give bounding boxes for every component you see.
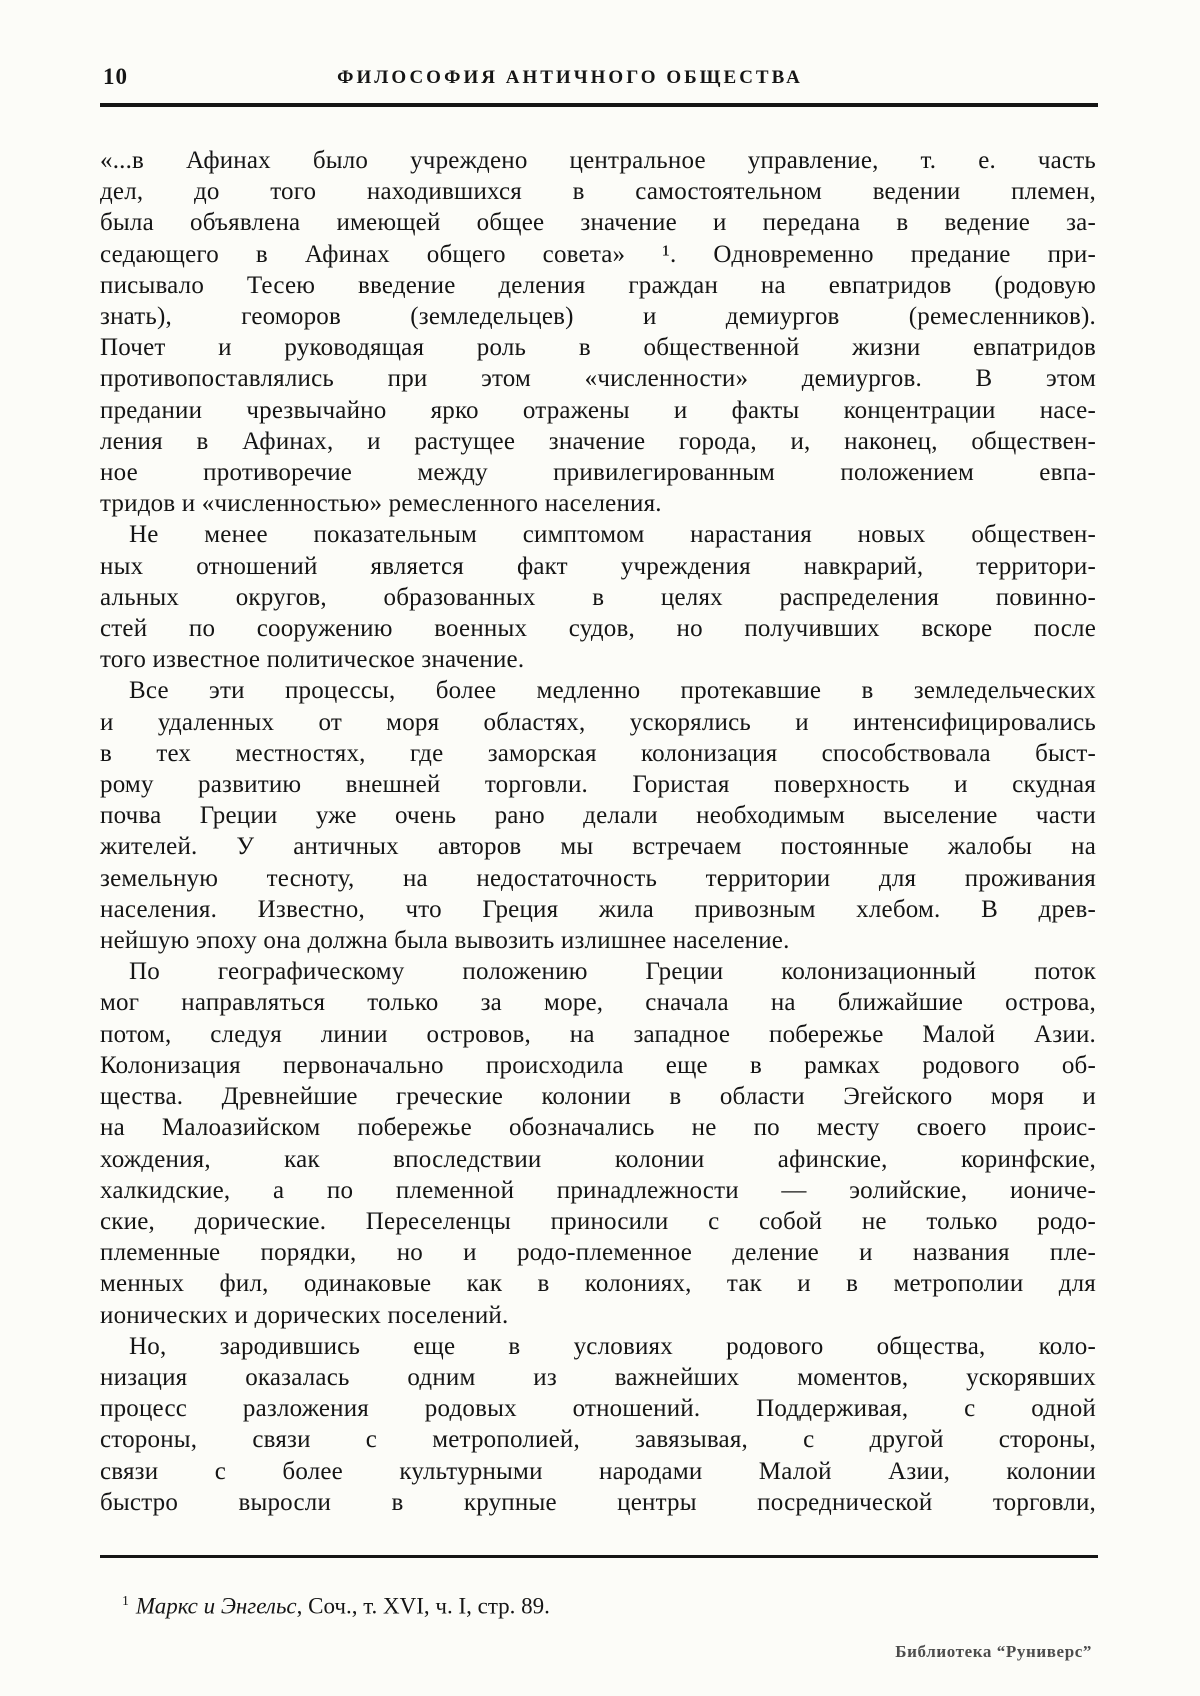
- text-line: знать), геоморов (земледельцев) и демиургов (ремесленников).: [100, 303, 1096, 331]
- text-line: была объявлена имеющей общее значение и передана в ведение за-: [100, 209, 1096, 237]
- running-title: ФИЛОСОФИЯ АНТИЧНОГО ОБЩЕСТВА: [337, 67, 803, 88]
- footnote-authors: Маркс и Энгельс: [135, 1593, 297, 1619]
- text-line: племенные порядки, но и родо-племенное деление и названия пле-: [100, 1239, 1096, 1267]
- text-line: Не менее показательным симптомом нарастания новых обществен-: [129, 521, 1096, 549]
- text-line: ных отношений является факт учреждения навкрарий, территори-: [100, 552, 1096, 580]
- text-line: противопоставлялись при этом «численности» демиургов. В этом: [100, 365, 1096, 393]
- text-line: Но, зародившись еще в условиях родового общества, коло-: [129, 1332, 1096, 1360]
- text-line: быстро выросли в крупные центры посреднической торговли,: [100, 1488, 1096, 1516]
- text-line: Все эти процессы, более медленно протекавшие в земледельческих: [129, 677, 1096, 705]
- text-line: стороны, связи с метрополией, завязывая, с другой стороны,: [100, 1426, 1096, 1454]
- text-line: Почет и руководящая роль в общественной жизни евпатридов: [100, 334, 1096, 362]
- text-line: тридов и «численностью» ремесленного населения.: [100, 490, 662, 518]
- text-line: писывало Тесею введение деления граждан на евпатридов (родовую: [100, 271, 1096, 299]
- text-line: в тех местностях, где заморская колонизация способствовала быст-: [100, 739, 1096, 767]
- text-line: альных округов, образованных в целях распределения повинно-: [100, 583, 1096, 611]
- text-line: земельную тесноту, на недостаточность территории для проживания: [100, 864, 1096, 892]
- text-line: По географическому положению Греции колонизационный поток: [129, 958, 1096, 986]
- text-line: халкидские, а по племенной принадлежности — эолийские, иониче-: [100, 1176, 1096, 1204]
- text-line: ионических и дорических поселений.: [100, 1301, 509, 1329]
- text-line: менных фил, одинаковые как в колониях, так и в метрополии для: [100, 1270, 1096, 1298]
- footnote: [100, 1586, 1096, 1622]
- text-line: нейшую эпоху она должна была вывозить излишнее население.: [100, 927, 790, 955]
- text-line: жителей. У античных авторов мы встречаем постоянные жалобы на: [100, 833, 1096, 861]
- text-line: Колонизация первоначально происходила еще в рамках родового об-: [100, 1051, 1096, 1079]
- text-line: почва Греции уже очень рано делали необходимым выселение части: [100, 802, 1096, 830]
- text-line: населения. Известно, что Греция жила привозным хлебом. В древ-: [100, 895, 1096, 923]
- text-line: потом, следуя линии островов, на западное побережье Малой Азии.: [100, 1020, 1096, 1048]
- page-number: 10: [103, 64, 128, 89]
- footnote-marker: 1: [122, 1593, 129, 1608]
- text-line: мог направляться только за море, сначала на ближайшие острова,: [100, 989, 1096, 1017]
- text-line: щества. Древнейшие греческие колонии в области Эгейского моря и: [100, 1083, 1096, 1111]
- text-line: дел, до того находившихся в самостоятельном ведении племен,: [100, 178, 1096, 206]
- text-line: ские, дорические. Переселенцы приносили с собой не только родо-: [100, 1207, 1096, 1235]
- text-line: ления в Афинах, и растущее значение города, и, наконец, обществен-: [100, 427, 1096, 455]
- text-line: предании чрезвычайно ярко отражены и факты концентрации насе-: [100, 396, 1096, 424]
- text-line: связи с более культурными народами Малой Азии, колонии: [100, 1457, 1096, 1485]
- text-line: «...в Афинах было учреждено центральное управление, т. е. часть: [100, 147, 1096, 174]
- text-line: процесс разложения родовых отношений. Поддерживая, с одной: [100, 1395, 1096, 1423]
- footnote-citation: , Соч., т. XVI, ч. I, стр. 89.: [296, 1593, 550, 1619]
- text-line: и удаленных от моря областях, ускорялись и интенсифицировались: [100, 708, 1096, 736]
- footnote-rule: [100, 1555, 1098, 1558]
- body-text: [100, 145, 1096, 1518]
- header-rule: [100, 103, 1098, 107]
- text-line: стей по сооружению военных судов, но получивших вскоре после: [100, 615, 1096, 643]
- text-line: низация оказалась одним из важнейших моментов, ускорявших: [100, 1363, 1096, 1391]
- text-line: ное противоречие между привилегированным положением евпа-: [100, 459, 1096, 487]
- text-line: седающего в Афинах общего совета» ¹. Одновременно предание при-: [100, 240, 1096, 268]
- text-line: на Малоазийском побережье обозначались не по месту своего проис-: [100, 1114, 1096, 1142]
- library-watermark: Библиотека “Руниверс”: [895, 1642, 1092, 1661]
- text-line: рому развитию внешней торговли. Гористая поверхность и скудная: [100, 771, 1096, 799]
- text-line: того известное политическое значение.: [100, 646, 525, 674]
- text-line: хождения, как впоследствии колонии афинские, коринфские,: [100, 1145, 1096, 1173]
